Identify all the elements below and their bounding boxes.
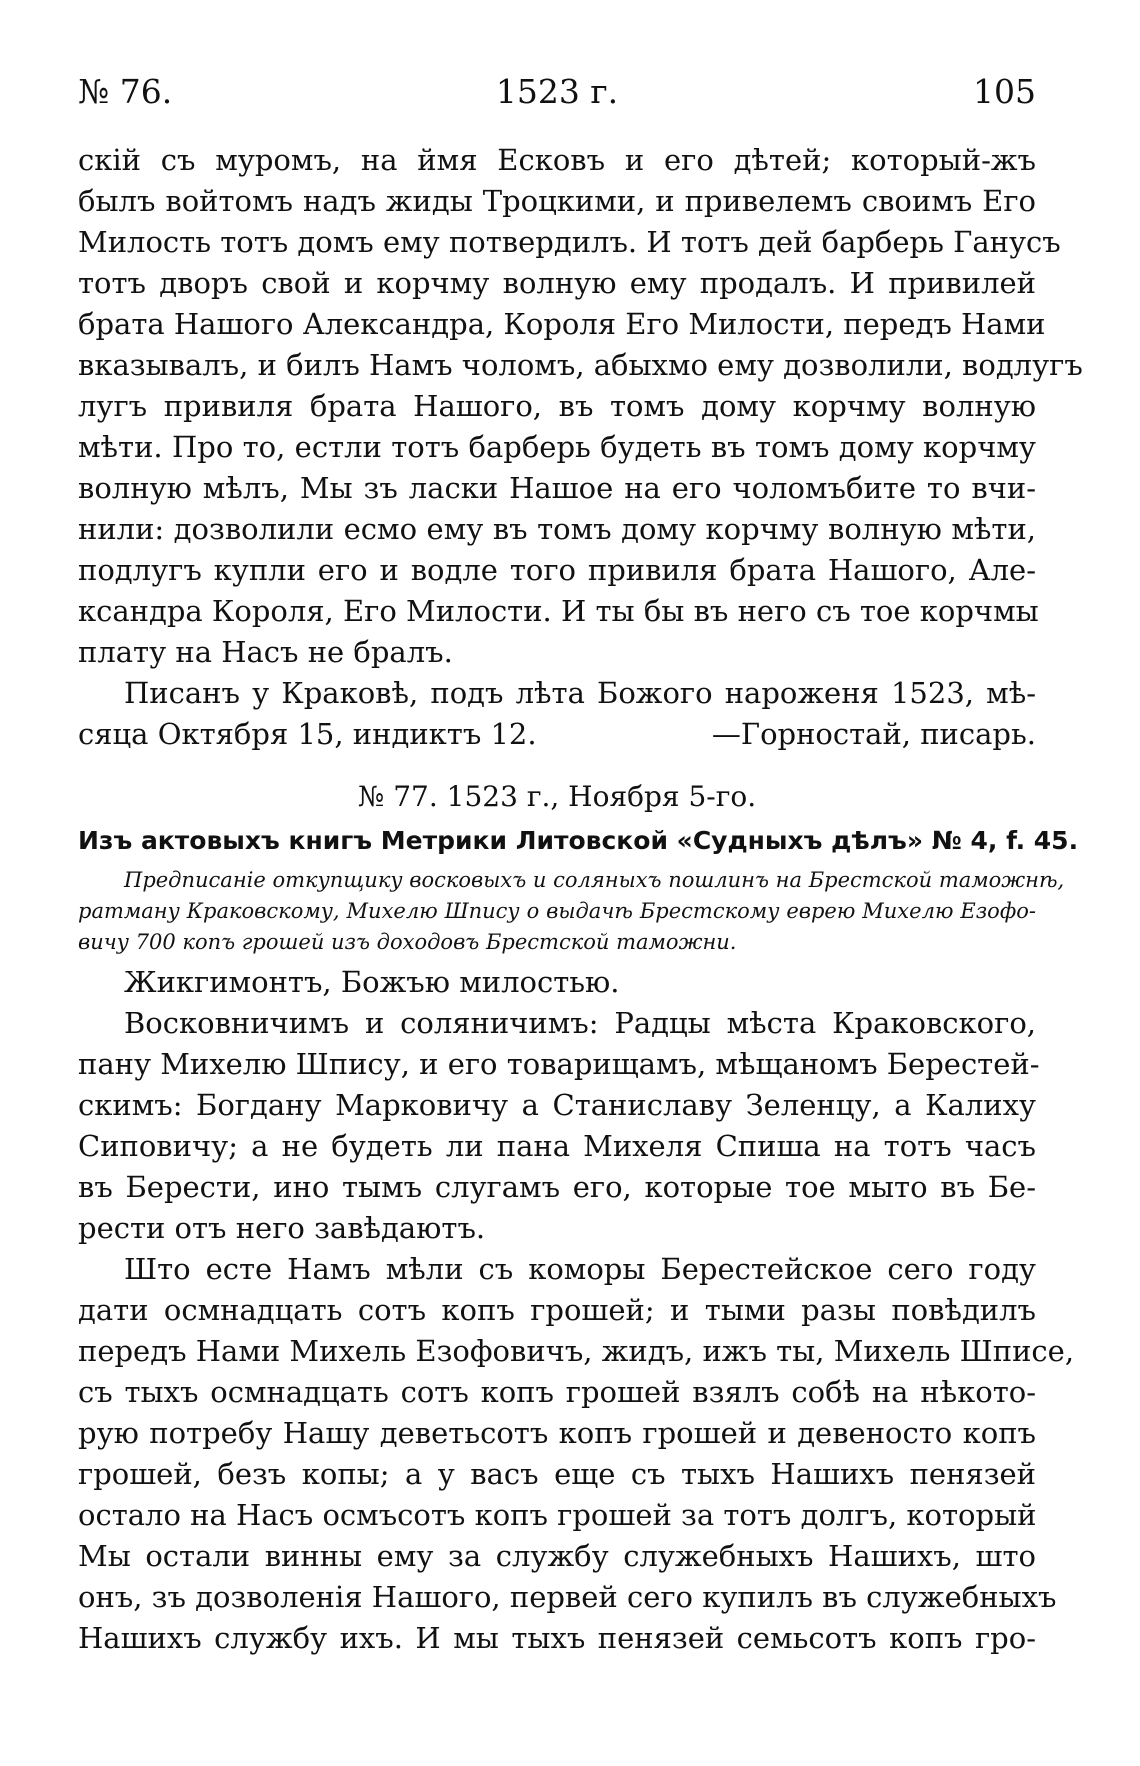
text-line: ксандра Короля, Его Милости. И ты бы въ него съ тое корчмы: [78, 594, 1039, 628]
text-line: Сиповичу; а не будеть ли пана Михеля Спиша на тотъ часъ: [78, 1129, 1036, 1163]
text-line: Восковничимъ и соляничимъ: Радцы мѣста Краковского,: [124, 1006, 1036, 1040]
text-line: подлугъ купли его и водле того привиля брата Нашого, Але-: [78, 553, 1036, 587]
text-line: дати осмнадцать сотъ копъ грошей; и тыми разы повѣдилъ: [78, 1293, 1036, 1327]
text-line: рую потребу Нашу деветьсотъ копъ грошей и девеносто копъ: [78, 1416, 1036, 1450]
signature-line: [78, 714, 1036, 755]
document-summary: [78, 865, 1065, 958]
document-page: [78, 72, 1083, 1659]
scribe-signature: —Горностай, писарь.: [711, 717, 1036, 751]
text-line: брата Нашого Александра, Короля Его Милости, передъ Нами: [78, 307, 1046, 341]
page-number: 105: [973, 72, 1036, 111]
text-line: скій съ муромъ, на ймя Есковъ и его дѣтей; который-жъ: [78, 143, 1036, 177]
text-line: Милость тотъ домъ ему потвердилъ. И тотъ дей барберь Ганусъ: [78, 225, 1061, 259]
text-line: передъ Нами Михель Езофовичъ, жидъ, ижъ ты, Михель Шписе,: [78, 1334, 1075, 1368]
text-line: скимъ: Богдану Марковичу а Станиславу Зеленцу, а Калиху: [78, 1088, 1036, 1122]
text-line: вказывалъ, и билъ Намъ чоломъ, абыхмо ему дозволили, водлугъ: [78, 348, 1083, 382]
text-line: мѣти. Про то, естли тотъ барберь будеть въ томъ дому корчму: [78, 430, 1036, 464]
text-line: въ Берести, ино тымъ слугамъ его, которые тое мыто въ Бе-: [78, 1170, 1036, 1204]
text-line: Нашихъ службу ихъ. И мы тыхъ пенязей семьсотъ копъ гро-: [78, 1621, 1036, 1655]
text-line: съ тыхъ осмнадцать сотъ копъ грошей взялъ собѣ на нѣкото-: [78, 1375, 1036, 1409]
document-76-body: [78, 140, 1083, 755]
text-line: грошей, безъ копы; а у васъ еще съ тыхъ Нашихъ пенязей: [78, 1457, 1036, 1491]
document-77-heading: № 77. 1523 г., Ноября 5-го.: [357, 780, 757, 813]
text-line: Што есте Намъ мѣли съ коморы Берестейское сего году: [124, 1252, 1036, 1286]
text-line: плату на Насъ не бралъ.: [78, 635, 453, 669]
text-line: нили: дозволили есмо ему въ томъ дому корчму волную мѣти,: [78, 512, 1036, 546]
text-line: тотъ дворъ свой и корчму волную ему продалъ. И привилей: [78, 266, 1036, 300]
header-year: 1523 г.: [495, 72, 619, 111]
source-heading: Изъ актовыхъ книгъ Метрики Литовской «Судныхъ дѣлъ» № 4, f. 45.: [78, 826, 1079, 855]
text-line: былъ войтомъ надъ жиды Троцкими, и привелемъ своимъ Его: [78, 184, 1036, 218]
text-line: лугъ привиля брата Нашого, въ томъ дому корчму волную: [78, 389, 1036, 423]
date-text: сяца Октября 15, индиктъ 12.: [78, 717, 537, 751]
summary-line: Предписаніе откупщику восковыхъ и соляныхъ пошлинъ на Брестской таможнѣ,: [124, 868, 1065, 892]
text-line: волную мѣлъ, Мы зъ ласки Нашое на его чоломъбите то вчи-: [78, 471, 1036, 505]
text-line: рести отъ него завѣдаютъ.: [78, 1211, 486, 1245]
summary-line: вичу 700 копъ грошей изъ доходовъ Брестской таможни.: [78, 930, 737, 954]
salutation: Жикгимонтъ, Божъю милостью.: [124, 965, 620, 999]
text-line: Мы остали винны ему за службу служебныхъ Нашихъ, што: [78, 1539, 1036, 1573]
document-77-body: [78, 962, 1075, 1659]
text-line: пану Михелю Шпису, и его товарищамъ, мѣщаномъ Берестей-: [78, 1047, 1040, 1081]
page-header: [78, 72, 1036, 112]
header-document-number: № 76.: [78, 72, 173, 111]
text-line: онъ, зъ дозволенія Нашого, первей сего купилъ въ служебныхъ: [78, 1580, 1057, 1614]
text-line: остало на Насъ осмъсотъ копъ грошей за тотъ долгъ, который: [78, 1498, 1037, 1532]
date-line: Писанъ у Краковѣ, подъ лѣта Божого нароженя 1523, мѣ-: [124, 676, 1036, 710]
summary-line: ратману Краковскому, Михелю Шпису о выдачѣ Брестскому еврею Михелю Езофо-: [78, 899, 1036, 923]
